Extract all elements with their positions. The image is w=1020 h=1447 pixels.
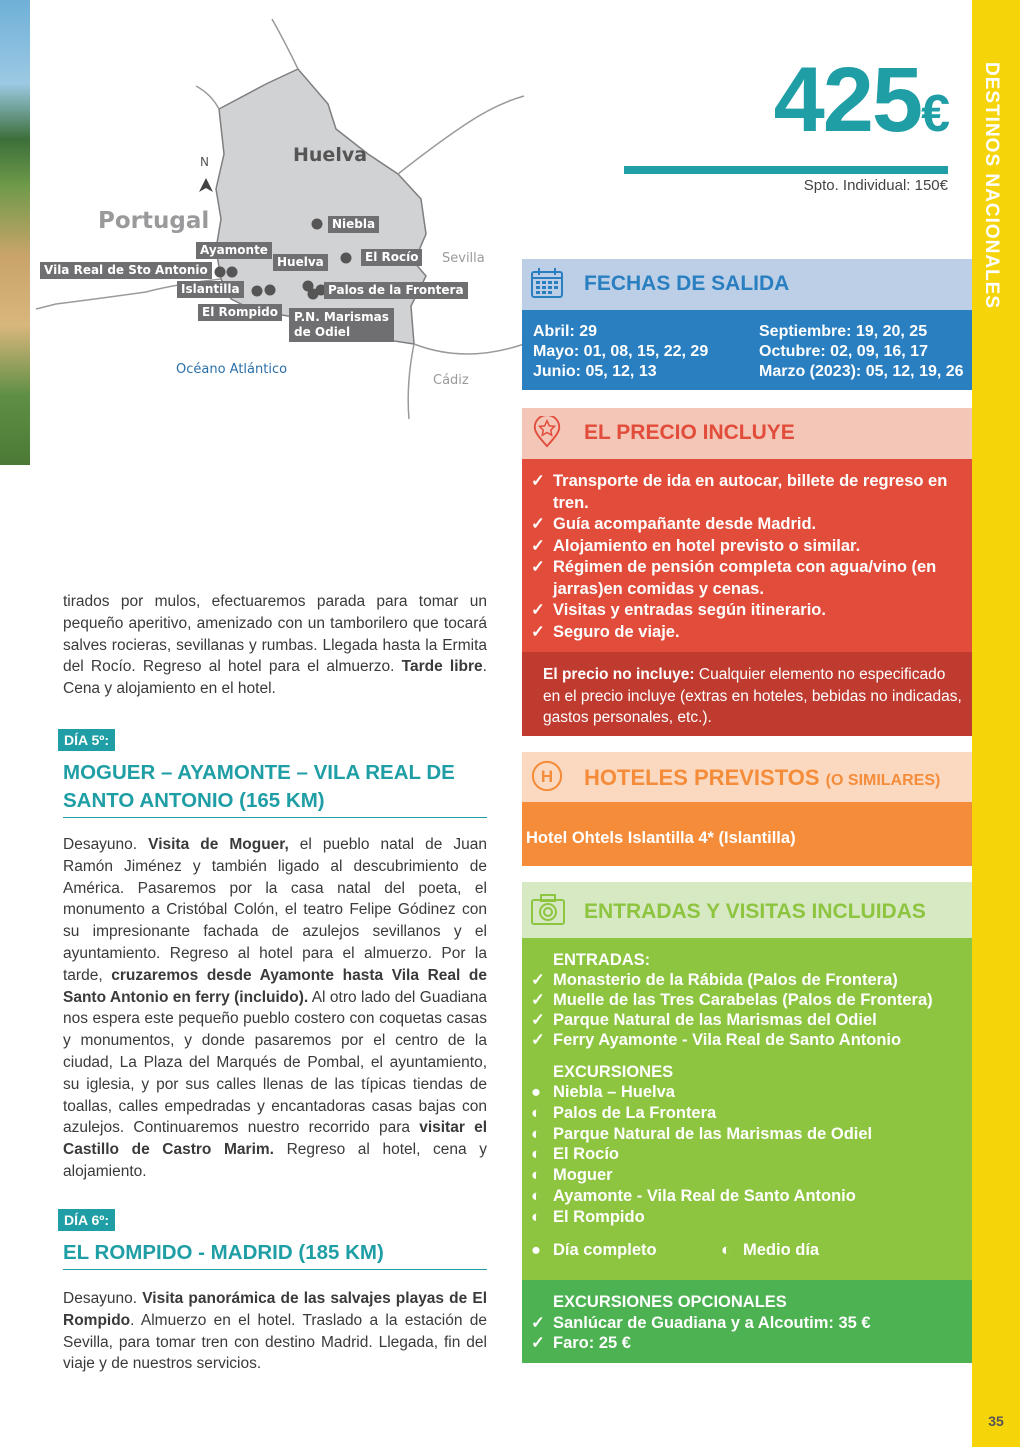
fechas-left-2: Mayo: 01, 08, 15, 22, 29 bbox=[533, 343, 709, 360]
place-vila-real: Vila Real de Sto Antonio bbox=[40, 262, 212, 279]
half-day-icon: ◐ bbox=[531, 1166, 541, 1185]
hotel-icon bbox=[530, 760, 564, 792]
check-icon: ✓ bbox=[531, 472, 545, 490]
entradas-title: ENTRADAS Y VISITAS INCLUIDAS bbox=[584, 900, 926, 923]
excursion-item: ◐ Moguer bbox=[531, 1166, 613, 1185]
check-icon: ✓ bbox=[531, 1313, 545, 1332]
entrada-item: ✓ Muelle de las Tres Carabelas (Palos de Frontera) bbox=[531, 991, 933, 1009]
beach-photo bbox=[0, 0, 30, 465]
excursion-item: ◐ Ayamonte - Vila Real de Santo Antonio bbox=[531, 1186, 856, 1205]
full-day-icon: ● bbox=[531, 1240, 541, 1259]
check-icon: ✓ bbox=[531, 622, 545, 641]
country-label: Portugal bbox=[98, 208, 210, 234]
half-day-icon: ◐ bbox=[721, 1240, 731, 1259]
incluye-item: ✓ Alojamiento en hotel previsto o similar. bbox=[531, 536, 956, 558]
not-included-label: El precio no incluye: bbox=[543, 666, 695, 683]
hoteles-title: HOTELES PREVISTOS (O SIMILARES) bbox=[584, 765, 941, 790]
price-amount: 425 bbox=[773, 49, 922, 151]
place-marismas bbox=[289, 308, 394, 342]
place-niebla: Niebla bbox=[328, 216, 379, 233]
fechas-right-2: Octubre: 02, 09, 16, 17 bbox=[759, 343, 928, 360]
fechas-body bbox=[522, 310, 972, 390]
incluye-item: ✓ Visitas y entradas según itinerario. bbox=[531, 600, 956, 622]
incluye-item: ✓ Transporte de ida en autocar, billete de regreso en tren. bbox=[531, 471, 956, 514]
check-icon: ✓ bbox=[531, 601, 545, 619]
single-supplement: Spto. Individual: 150€ bbox=[803, 177, 948, 194]
half-day-icon: ◐ bbox=[531, 1186, 541, 1205]
hoteles-header bbox=[522, 752, 972, 802]
entrada-item: ✓ Ferry Ayamonte - Vila Real de Santo Antonio bbox=[531, 1031, 902, 1049]
day-6-text: Desayuno. Visita panorámica de las salvajes playas de El Rompido. Almuerzo en el hotel. Traslado a la estación de Sevilla, para tomar tren con destino Madrid. Llegada, fin del viaje y de nuestros servicios. bbox=[63, 1290, 487, 1373]
excursion-item: ● Niebla – Huelva bbox=[531, 1083, 675, 1101]
check-icon: ✓ bbox=[531, 971, 545, 989]
fechas-left-3: Junio: 05, 12, 13 bbox=[533, 363, 657, 380]
incluye-body bbox=[522, 459, 972, 652]
check-icon: ✓ bbox=[531, 558, 545, 576]
region-title: Huelva bbox=[293, 144, 368, 166]
legend-full-day: Día completo bbox=[553, 1240, 657, 1259]
place-marismas-line-1: P.N. Marismas bbox=[294, 310, 389, 324]
place-el-rompido: El Rompido bbox=[198, 304, 282, 321]
incluye-item: ✓ Seguro de viaje. bbox=[531, 622, 956, 644]
incluye-item: ✓ Régimen de pensión completa con agua/vino (en jarras)en comidas y cenas. bbox=[531, 557, 956, 600]
camera-icon bbox=[530, 892, 566, 926]
half-day-icon: ◐ bbox=[531, 1207, 541, 1226]
incluye-header bbox=[522, 408, 972, 459]
day-6-title: EL ROMPIDO - MADRID (185 KM) bbox=[63, 1239, 487, 1270]
opcional-item: ✓ Sanlúcar de Guadiana y a Alcoutim: 35 € bbox=[531, 1313, 871, 1332]
day-6-tag: DÍA 6º: bbox=[58, 1209, 115, 1231]
half-day-icon: ◐ bbox=[531, 1145, 541, 1164]
hoteles-body bbox=[522, 802, 972, 866]
fechas-left-1: Abril: 29 bbox=[533, 323, 598, 340]
hotel-name: Hotel Ohtels Islantilla 4* (Islantilla) bbox=[526, 829, 796, 847]
calendar-icon bbox=[530, 267, 564, 299]
place-marismas-line-2: de Odiel bbox=[294, 325, 351, 339]
full-day-icon: ● bbox=[531, 1083, 541, 1101]
place-islantilla: Islantilla bbox=[177, 281, 244, 298]
excursion-item: ◐ Parque Natural de las Marismas de Odiel bbox=[531, 1124, 873, 1143]
not-included-text: Cualquier elemento no especificado en el precio incluye (extras en hoteles, bebidas no indicadas, gastos personales, etc.). bbox=[543, 666, 962, 726]
price-currency: € bbox=[921, 85, 950, 143]
price bbox=[740, 50, 950, 150]
incluye-title: EL PRECIO INCLUYE bbox=[584, 421, 795, 444]
fechas-right-1: Septiembre: 19, 20, 25 bbox=[759, 323, 928, 340]
not-included-note bbox=[522, 652, 972, 736]
excursion-item: ◐ El Rocío bbox=[531, 1145, 620, 1164]
check-icon: ✓ bbox=[531, 1031, 545, 1049]
excursiones-label: EXCURSIONES bbox=[553, 1063, 674, 1081]
fechas-right-3: Marzo (2023): 05, 12, 19, 26 bbox=[759, 363, 964, 380]
svg-text:H: H bbox=[540, 767, 554, 787]
check-icon: ✓ bbox=[531, 536, 545, 555]
fechas-header bbox=[522, 259, 972, 310]
neighbor-sevilla: Sevilla bbox=[442, 251, 485, 266]
sidebar-label: DESTINOS NACIONALES bbox=[981, 62, 1002, 310]
excursion-legend bbox=[531, 1240, 966, 1260]
route-map bbox=[36, 14, 526, 424]
excursion-item: ◐ El Rompido bbox=[531, 1207, 645, 1226]
place-ayamonte: Ayamonte bbox=[196, 242, 272, 259]
opcionales-label: EXCURSIONES OPCIONALES bbox=[553, 1293, 787, 1311]
place-palos: Palos de la Frontera bbox=[324, 282, 468, 299]
price-divider bbox=[624, 166, 948, 174]
neighbor-cadiz: Cádiz bbox=[433, 373, 469, 388]
check-icon: ✓ bbox=[531, 1011, 545, 1029]
excursion-item: ◐ Palos de La Frontera bbox=[531, 1103, 717, 1122]
opcionales-body bbox=[522, 1280, 972, 1363]
page-number: 35 bbox=[988, 1413, 1004, 1429]
day-5-text: Desayuno. Visita de Moguer, el pueblo natal de Juan Ramón Jiménez y también ligado al descubrimiento de América. Pasaremos por la casa natal del poeta, el monumento a Cristóbal Colón, el teatro Felipe Gódinez con su impresionante fachada de azulejos sevillanos y el ayuntamiento. Regreso al hotel para el almuerzo. Por la tarde, cruzaremos desde Ayamonte hasta Vila Real de Santo Antonio en ferry (incluido). Al otro lado del Guadiana nos espera este pequeño pueblo costero con coquetas casas y monumentos, y donde pasaremos por el centro de la ciudad, La Plaza del Marqués de Pombal, el ayuntamiento, su iglesia, y por sus calles llenas de las típicas tiendas de toallas, calles empedradas y encantadoras casas bajas con azulejos. Continuaremos nuestro recorrido para visitar el Castillo de Castro Marim. Regreso al hotel, cena y alojamiento. bbox=[63, 836, 488, 1180]
hoteles-subtitle: (O SIMILARES) bbox=[825, 772, 941, 789]
half-day-icon: ◐ bbox=[531, 1124, 541, 1143]
check-icon: ✓ bbox=[531, 1334, 545, 1352]
day-5-tag: DÍA 5º: bbox=[58, 729, 115, 751]
itinerary-intro: tirados por mulos, efectuaremos parada para tomar un pequeño aperitivo, amenizado con un tamborilero que tocará salves rocieras, sevillanas y rumbas. Llegada hasta la Ermita del Rocío. Regreso al hotel para el almuerzo. Tarde libre. Cena y alojamiento en el hotel. bbox=[63, 593, 487, 698]
day-5-title: MOGUER – AYAMONTE – VILA REAL DE SANTO ANTONIO (165 KM) bbox=[63, 759, 487, 818]
entradas-header bbox=[522, 882, 972, 938]
half-day-icon: ◐ bbox=[531, 1103, 541, 1122]
legend-half-day: Medio día bbox=[743, 1240, 820, 1259]
incluye-item: ✓ Guía acompañante desde Madrid. bbox=[531, 514, 956, 536]
location-star-icon bbox=[530, 416, 564, 448]
opcional-item: ✓ Faro: 25 € bbox=[531, 1334, 631, 1352]
check-icon: ✓ bbox=[531, 515, 545, 533]
check-icon: ✓ bbox=[531, 991, 545, 1009]
entrada-item: ✓ Monasterio de la Rábida (Palos de Frontera) bbox=[531, 971, 898, 989]
entradas-label: ENTRADAS: bbox=[553, 951, 651, 969]
entradas-body bbox=[522, 938, 972, 1280]
north-label: N bbox=[200, 155, 209, 169]
ocean-label: Océano Atlántico bbox=[176, 362, 288, 377]
place-huelva: Huelva bbox=[273, 254, 328, 271]
fechas-title: FECHAS DE SALIDA bbox=[584, 272, 790, 295]
entrada-item: ✓ Parque Natural de las Marismas del Odiel bbox=[531, 1011, 877, 1029]
place-el-rocio: El Rocío bbox=[361, 249, 422, 266]
section-sidebar bbox=[972, 0, 1020, 1447]
